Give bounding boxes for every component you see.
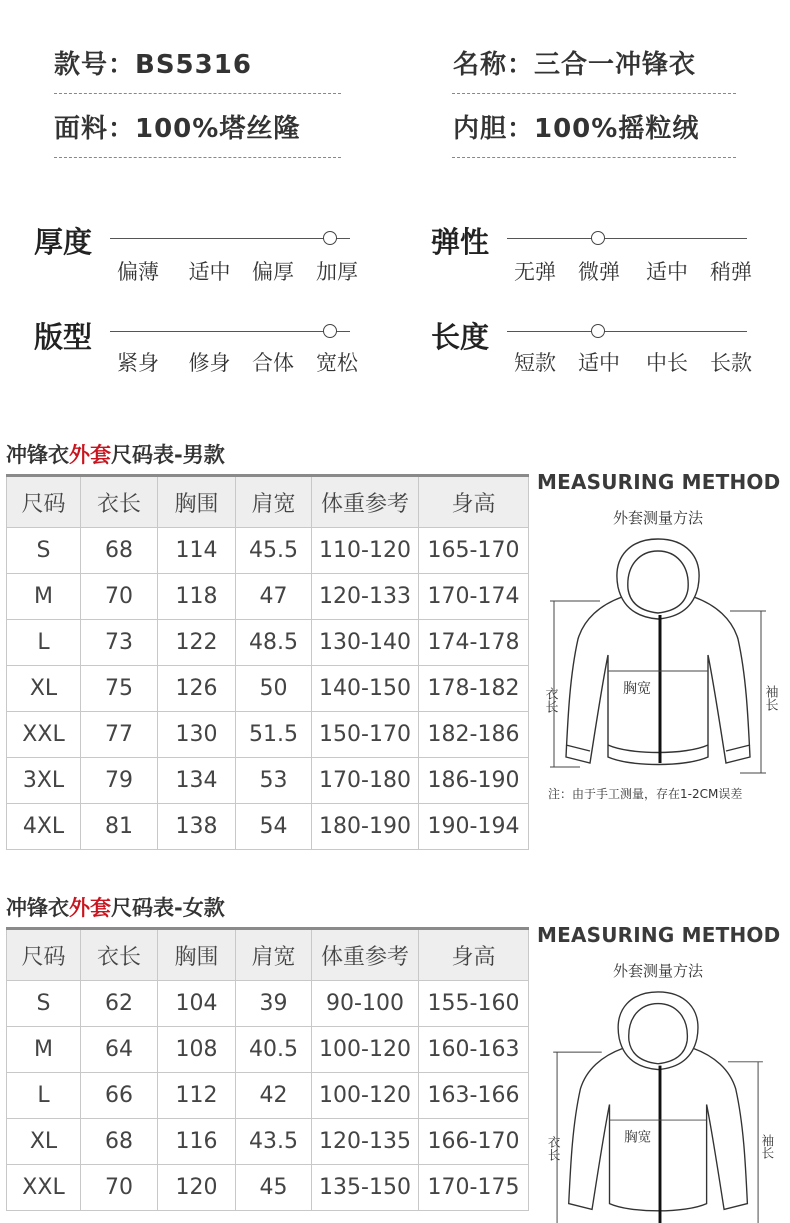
table-cell: 108 bbox=[158, 1027, 236, 1073]
table-cell: 39 bbox=[236, 981, 312, 1027]
table-cell: 120-133 bbox=[312, 574, 419, 620]
table-cell: XXL bbox=[7, 712, 81, 758]
table-row bbox=[7, 804, 529, 850]
table-cell: 3XL bbox=[7, 758, 81, 804]
table-cell: 79 bbox=[81, 758, 158, 804]
length-title: 长度 bbox=[431, 320, 490, 354]
table-cell: 186-190 bbox=[419, 758, 529, 804]
table-cell: 43.5 bbox=[236, 1119, 312, 1165]
table-cell: 70 bbox=[81, 1165, 158, 1211]
header-length: 衣长 bbox=[81, 476, 158, 528]
table-cell: 45 bbox=[236, 1165, 312, 1211]
table-cell: 170-174 bbox=[419, 574, 529, 620]
thickness-scale-line bbox=[110, 238, 350, 239]
header-size: 尺码 bbox=[7, 476, 81, 528]
table-cell: 64 bbox=[81, 1027, 158, 1073]
women-title-post: 尺码表-女款 bbox=[111, 896, 225, 920]
table-cell: 90-100 bbox=[312, 981, 419, 1027]
table-row bbox=[7, 666, 529, 712]
table-cell: 104 bbox=[158, 981, 236, 1027]
sleeve-label: 袖长 bbox=[762, 685, 778, 711]
table-row bbox=[7, 1073, 529, 1119]
women-table-header-row bbox=[7, 929, 529, 981]
table-cell: 53 bbox=[236, 758, 312, 804]
elasticity-option: 适中 bbox=[646, 260, 688, 284]
table-cell: XXL bbox=[7, 1165, 81, 1211]
table-cell: 42 bbox=[236, 1073, 312, 1119]
thickness-option: 加厚 bbox=[316, 260, 358, 284]
header-weight: 体重参考 bbox=[312, 476, 419, 528]
elasticity-option: 无弹 bbox=[514, 260, 556, 284]
table-cell: L bbox=[7, 620, 81, 666]
table-cell: 135-150 bbox=[312, 1165, 419, 1211]
sleeve-label: 袖长 bbox=[759, 1133, 775, 1159]
table-cell: XL bbox=[7, 666, 81, 712]
fit-scale-line bbox=[110, 331, 350, 332]
table-cell: 180-190 bbox=[312, 804, 419, 850]
table-row bbox=[7, 1027, 529, 1073]
table-cell: 178-182 bbox=[419, 666, 529, 712]
fabric-info: 面料：100%塔丝隆 bbox=[54, 114, 301, 144]
table-cell: 48.5 bbox=[236, 620, 312, 666]
table-cell: 51.5 bbox=[236, 712, 312, 758]
table-cell: 62 bbox=[81, 981, 158, 1027]
measure-note: 注：由于手工测量，存在1-2CM误差 bbox=[548, 787, 743, 801]
table-cell: 66 bbox=[81, 1073, 158, 1119]
thickness-option: 偏厚 bbox=[252, 260, 294, 284]
table-cell: 134 bbox=[158, 758, 236, 804]
men-size-table bbox=[6, 474, 529, 850]
table-cell: 150-170 bbox=[312, 712, 419, 758]
women-size-chart-title bbox=[6, 892, 225, 922]
table-row bbox=[7, 758, 529, 804]
jacket-measure-diagram bbox=[540, 988, 780, 1223]
table-row bbox=[7, 528, 529, 574]
lining-info: 内胆：100%摇粒绒 bbox=[453, 114, 700, 144]
header-shoulder: 肩宽 bbox=[236, 476, 312, 528]
table-cell: 68 bbox=[81, 528, 158, 574]
length-scale-line bbox=[507, 331, 747, 332]
table-cell: 170-180 bbox=[312, 758, 419, 804]
elasticity-scale-knob bbox=[591, 231, 605, 245]
style-number: 款号：BS5316 bbox=[54, 50, 252, 80]
table-cell: 170-175 bbox=[419, 1165, 529, 1211]
elasticity-options bbox=[507, 256, 759, 286]
women-title-highlight: 外套 bbox=[69, 896, 111, 920]
length-scale-knob bbox=[591, 324, 605, 338]
table-cell: S bbox=[7, 528, 81, 574]
table-cell: 70 bbox=[81, 574, 158, 620]
elasticity-option: 微弹 bbox=[578, 260, 620, 284]
fabric-divider bbox=[54, 157, 341, 158]
table-cell: 126 bbox=[158, 666, 236, 712]
table-cell: 75 bbox=[81, 666, 158, 712]
header-chest: 胸围 bbox=[158, 929, 236, 981]
table-cell: 120-135 bbox=[312, 1119, 419, 1165]
table-cell: S bbox=[7, 981, 81, 1027]
fit-options bbox=[110, 347, 365, 377]
table-cell: 50 bbox=[236, 666, 312, 712]
table-cell: 120 bbox=[158, 1165, 236, 1211]
length-option: 长款 bbox=[710, 351, 752, 375]
table-cell: 118 bbox=[158, 574, 236, 620]
measuring-method-title: MEASURING METHOD bbox=[537, 923, 781, 947]
elasticity-title: 弹性 bbox=[431, 225, 490, 259]
table-cell: L bbox=[7, 1073, 81, 1119]
product-name-divider bbox=[452, 93, 736, 94]
table-row bbox=[7, 981, 529, 1027]
elasticity-scale-line bbox=[507, 238, 747, 239]
elasticity-option: 稍弹 bbox=[710, 260, 752, 284]
table-cell: 182-186 bbox=[419, 712, 529, 758]
table-cell: 73 bbox=[81, 620, 158, 666]
table-row bbox=[7, 574, 529, 620]
table-row bbox=[7, 712, 529, 758]
length-label: 衣长 bbox=[545, 1135, 561, 1161]
length-option: 短款 bbox=[514, 351, 556, 375]
table-cell: 155-160 bbox=[419, 981, 529, 1027]
fit-title: 版型 bbox=[34, 320, 93, 354]
header-size: 尺码 bbox=[7, 929, 81, 981]
table-cell: 116 bbox=[158, 1119, 236, 1165]
fit-option: 紧身 bbox=[117, 351, 159, 375]
table-cell: 138 bbox=[158, 804, 236, 850]
chest-label: 胸宽 bbox=[623, 681, 651, 697]
length-label: 衣长 bbox=[542, 687, 558, 713]
men-title-pre: 冲锋衣 bbox=[6, 443, 69, 467]
jacket-measure-diagram bbox=[540, 535, 780, 777]
length-options bbox=[507, 347, 759, 377]
thickness-title: 厚度 bbox=[34, 225, 93, 259]
table-cell: 45.5 bbox=[236, 528, 312, 574]
style-number-divider bbox=[54, 93, 341, 94]
fit-option: 修身 bbox=[188, 351, 231, 375]
header-height: 身高 bbox=[419, 476, 529, 528]
table-cell: 47 bbox=[236, 574, 312, 620]
table-cell: 112 bbox=[158, 1073, 236, 1119]
header-length: 衣长 bbox=[81, 929, 158, 981]
header-weight: 体重参考 bbox=[312, 929, 419, 981]
table-cell: M bbox=[7, 1027, 81, 1073]
table-cell: 122 bbox=[158, 620, 236, 666]
table-row bbox=[7, 1165, 529, 1211]
table-cell: 110-120 bbox=[312, 528, 419, 574]
table-cell: 140-150 bbox=[312, 666, 419, 712]
table-cell: 68 bbox=[81, 1119, 158, 1165]
thickness-option: 适中 bbox=[188, 260, 231, 284]
fit-scale-knob bbox=[323, 324, 337, 338]
table-cell: 40.5 bbox=[236, 1027, 312, 1073]
men-title-post: 尺码表-男款 bbox=[111, 443, 225, 467]
table-row bbox=[7, 620, 529, 666]
thickness-scale-knob bbox=[323, 231, 337, 245]
table-cell: 100-120 bbox=[312, 1073, 419, 1119]
table-cell: 4XL bbox=[7, 804, 81, 850]
men-table-header-row bbox=[7, 476, 529, 528]
table-cell: 166-170 bbox=[419, 1119, 529, 1165]
women-title-pre: 冲锋衣 bbox=[6, 896, 69, 920]
table-row bbox=[7, 1119, 529, 1165]
header-shoulder: 肩宽 bbox=[236, 929, 312, 981]
chest-label: 胸宽 bbox=[624, 1129, 652, 1146]
women-size-table bbox=[6, 927, 529, 1211]
table-cell: 165-170 bbox=[419, 528, 529, 574]
fit-option: 合体 bbox=[252, 351, 294, 375]
men-title-highlight: 外套 bbox=[69, 443, 111, 467]
thickness-option: 偏薄 bbox=[117, 260, 159, 284]
table-cell: 130-140 bbox=[312, 620, 419, 666]
table-cell: 54 bbox=[236, 804, 312, 850]
measuring-method-subtitle: 外套测量方法 bbox=[612, 962, 703, 980]
men-size-chart-title bbox=[6, 439, 225, 469]
measuring-method-title: MEASURING METHOD bbox=[537, 470, 781, 494]
table-cell: 163-166 bbox=[419, 1073, 529, 1119]
measuring-method-subtitle: 外套测量方法 bbox=[612, 509, 703, 527]
table-cell: 190-194 bbox=[419, 804, 529, 850]
table-cell: 130 bbox=[158, 712, 236, 758]
table-cell: 81 bbox=[81, 804, 158, 850]
table-cell: 77 bbox=[81, 712, 158, 758]
product-name: 名称：三合一冲锋衣 bbox=[453, 50, 697, 80]
table-cell: 100-120 bbox=[312, 1027, 419, 1073]
lining-divider bbox=[452, 157, 736, 158]
table-cell: 174-178 bbox=[419, 620, 529, 666]
length-option: 中长 bbox=[646, 351, 688, 375]
table-cell: M bbox=[7, 574, 81, 620]
header-chest: 胸围 bbox=[158, 476, 236, 528]
thickness-options bbox=[110, 256, 365, 286]
fit-option: 宽松 bbox=[316, 351, 358, 375]
header-height: 身高 bbox=[419, 929, 529, 981]
length-option: 适中 bbox=[578, 351, 620, 375]
table-cell: XL bbox=[7, 1119, 81, 1165]
table-cell: 160-163 bbox=[419, 1027, 529, 1073]
table-cell: 114 bbox=[158, 528, 236, 574]
